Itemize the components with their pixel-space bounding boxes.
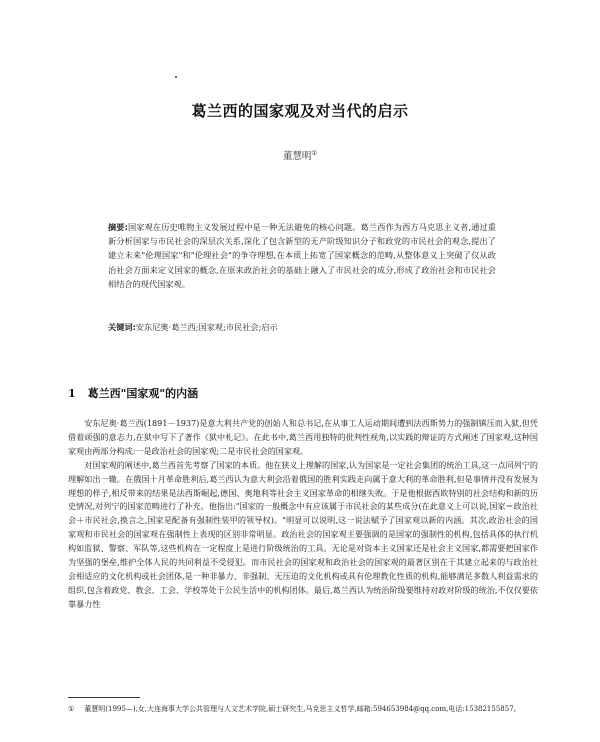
abstract-text: 国家观在历史唯物主义发展过程中是一种无法避免的核心问题。葛兰西作为西方马克思主义者,通过重新分析国家与市民社会的深层次关系,深化了包含新型的无产阶级知识分子和政党的市民社会的观念,提出了建立未来"伦理国家"和"伦理社会"的争夺理想,在本质上拓宽了国家概念的范畴,从整体意义上突破了仅从政治社会方面来定义国家的概念,在原来政治社会的基础上融入了市民社会的成分,形成了政治社会和市民社会相结合的现代国家观。 xyxy=(108,222,496,289)
keywords-text: 安东尼奥·葛兰西;国家观;市民社会;启示 xyxy=(135,322,278,332)
article-title: 葛兰西的国家观及对当代的启示 xyxy=(191,102,409,120)
section-number: 1 xyxy=(68,387,76,400)
footnote xyxy=(68,703,538,715)
body-paragraph: 安东尼奥·葛兰西(1891－1937)是意大利共产党的创始人和总书记,在从事工人运动期间遭到法西斯势力的强制镇压而入狱,但凭借着顽强的意志力,在狱中写下了著作《狱中札记》。在此书中,葛兰西用独特的批判性视角,以实践的辩证的方式阐述了国家观,这种国家观由两部分构成:一是政治社会的国家观;二是市民社会的国家观。 xyxy=(68,418,538,456)
section-title: 葛兰西"国家观"的内涵 xyxy=(87,387,199,400)
abstract xyxy=(108,220,496,291)
footnote-mark: ① xyxy=(68,705,75,713)
author-name: 董慧明 xyxy=(282,151,312,162)
print-speck xyxy=(175,76,177,78)
footnote-rule xyxy=(68,697,140,698)
author-line xyxy=(0,148,600,162)
keywords-label: 关键词: xyxy=(108,322,136,332)
footnote-text: 董慧明(1995—),女,大连海事大学公共管理与人文艺术学院,硕士研究生,马克思主义哲学,邮箱:594653984@qq.com,电话:15382155857。 xyxy=(84,705,521,713)
author-footnote-mark: ① xyxy=(311,148,318,157)
body-paragraph: 对国家观的阐述中,葛兰西首先考察了国家的本质。他在狭义上理解的国家,认为国家是一定社会集团的统治工具,这一点同列宁的理解如出一辙。在俄国十月革命胜利后,葛兰西认为意大利会沿着俄国的胜利实践走向属于意大利的革命胜利,但是事情并没有发展为理想的样子,相反带来的结果是法西斯崛起,德国、奥地利等社会主义国家革命的相继失败。于是他根据西欧特别的社会结构和新的历史情况,对列宁的国家范畴进行了补充。他指出:"国家的一般概念中有应该属于市民社会的某些成分(在此意义上可以说,国家＝政治社会＋市民社会,换言之,国家是配备有强制性装甲的领导权)。"明显可以说明,这一说法赋予了国家观以新的内涵。其次,政治社会的国家观和市民社会的国家观在强制性上表现的区别非常明显。政治社会的国家观主要强调的是国家的强制性的机构,包括具体的执行机构如监狱、警察、军队等,这些机构在一定程度上是进行阶级统治的工具。无论是对资本主义国家还是社会主义国家,都需要把国家作为坚强的堡垒,维护全体人民的共同利益不受侵犯。而市民社会的国家观和政治社会的国家观的最著区别在于其建立起来的与政治社会相适应的文化机构或社会团体,是一种非暴力、非强制、无压迫的文化机构或具有伦理教化性质的机构,能够满足多数人利益需求的组织,包含着政党、教会、工会、学校等处于公民生活中的机构团体。最后,葛兰西认为统治阶级要维持对政对阶级的统治,不仅仅要依靠暴力性 xyxy=(68,459,538,609)
keywords xyxy=(108,320,496,334)
body-text xyxy=(68,417,538,612)
abstract-label: 摘要: xyxy=(108,222,128,232)
section-heading xyxy=(68,385,528,401)
